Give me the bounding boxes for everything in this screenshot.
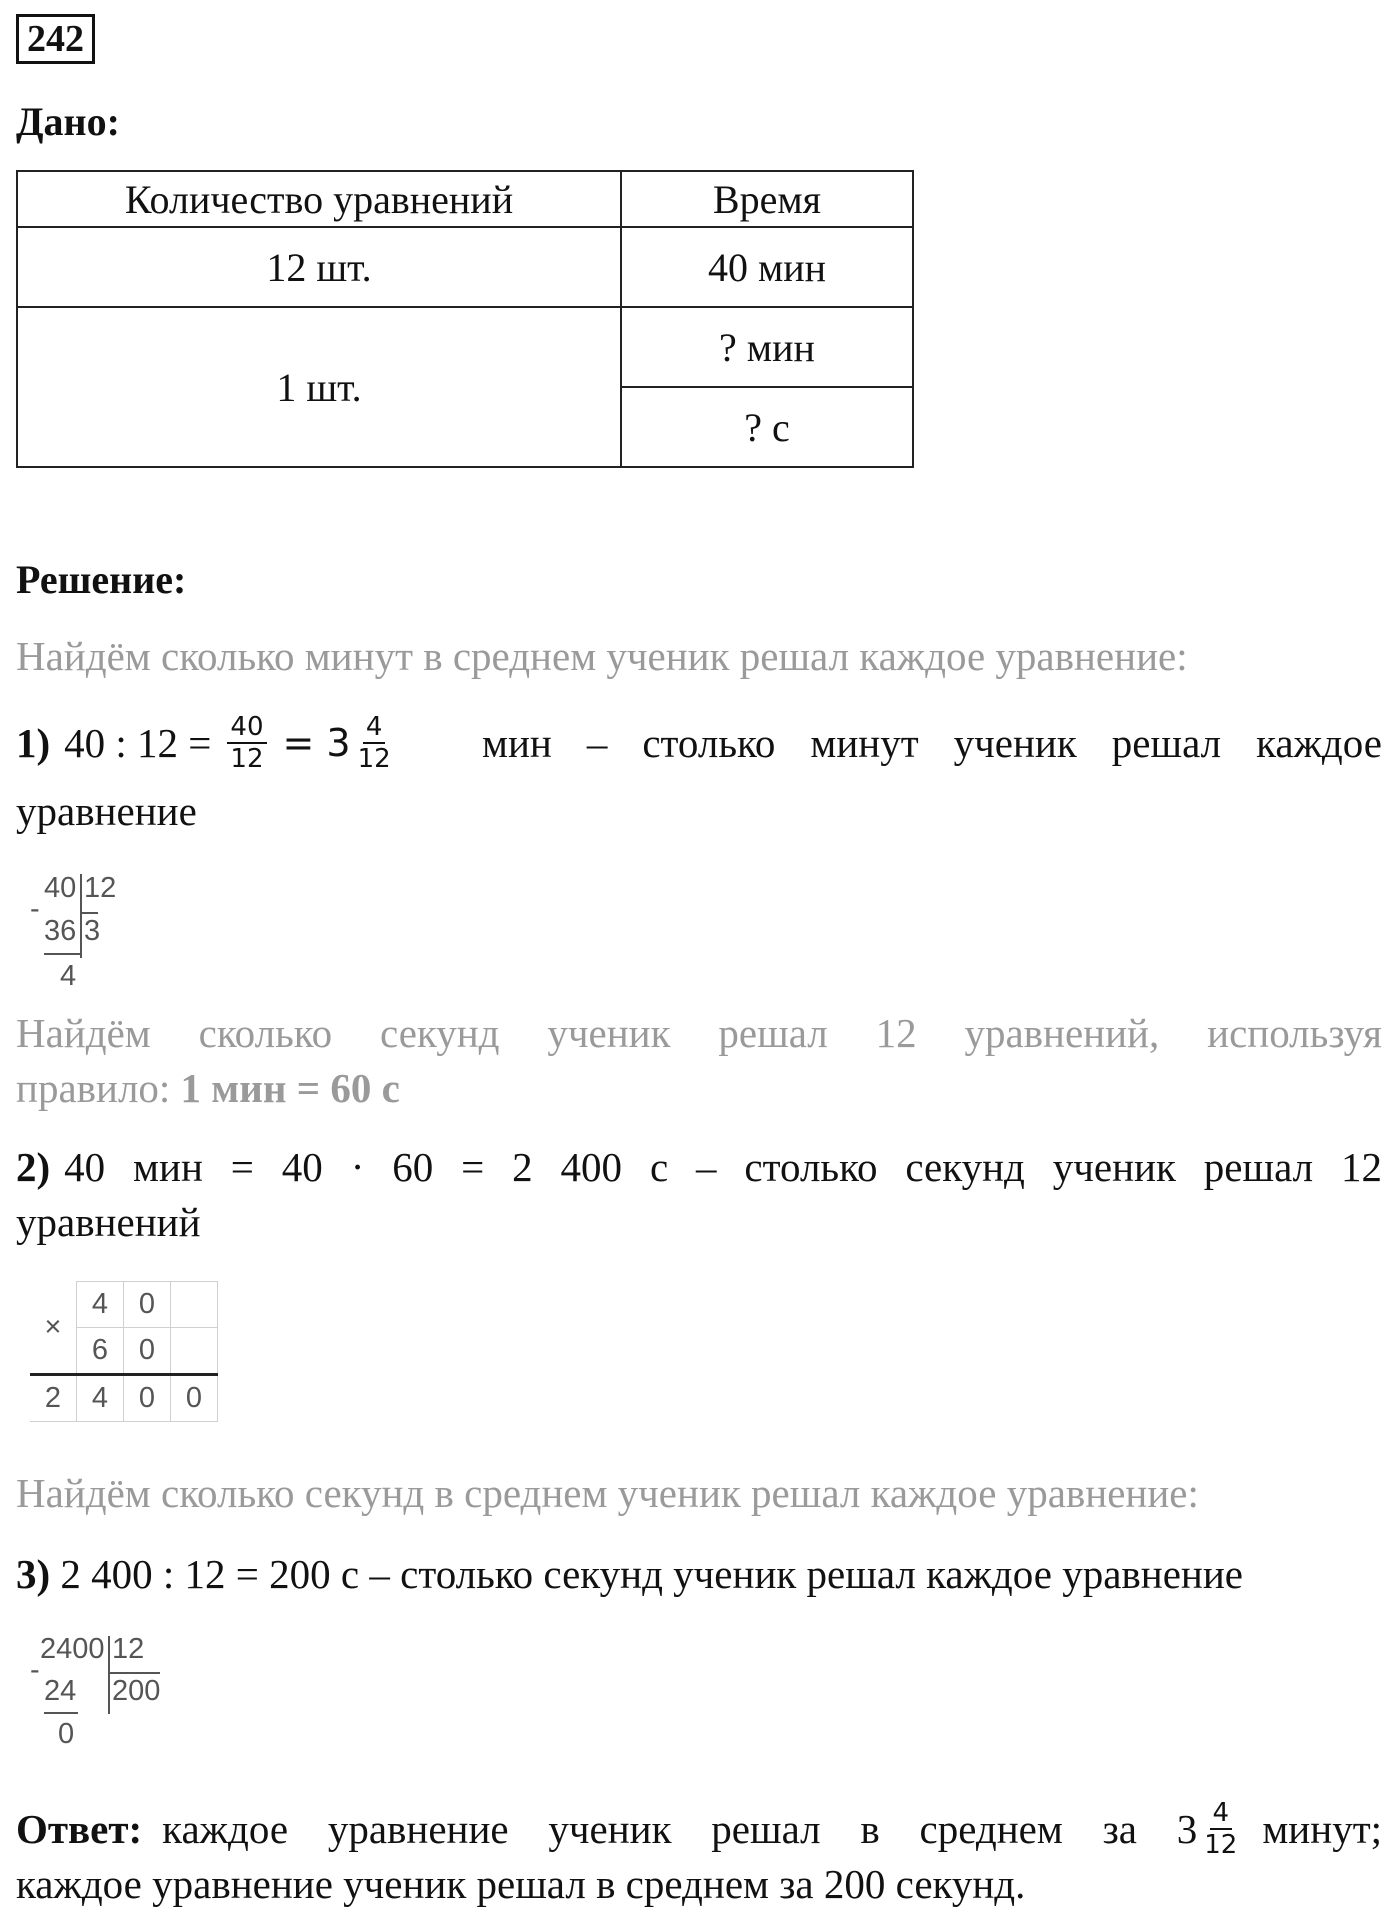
division-dividend: 2400 xyxy=(40,1633,105,1665)
division-quotient: 3 xyxy=(84,915,101,947)
division-bar xyxy=(108,1636,110,1714)
grid-cell: 0 xyxy=(124,1328,171,1375)
multiply-sign: × xyxy=(30,1282,77,1375)
step-3-text: 2 400 : 12 = 200 с – столько секунд ученик решал каждое уравнение xyxy=(60,1551,1243,1597)
step-1 xyxy=(16,712,1382,774)
grid-cell: 4 xyxy=(77,1282,124,1328)
intro-text-1: Найдём сколько минут в среднем ученик решал каждое уравнение: xyxy=(16,633,1188,679)
grid-cell: 6 xyxy=(77,1328,124,1375)
grid-cell: 0 xyxy=(124,1282,171,1328)
answer-label: Ответ: xyxy=(16,1806,143,1852)
intro-rule: 1 мин = 60 с xyxy=(180,1065,400,1111)
fraction-numerator: 40 xyxy=(227,712,266,744)
table-header-count: Количество уравнений xyxy=(17,171,621,227)
answer-fraction xyxy=(1201,1798,1240,1860)
given-table xyxy=(16,170,914,468)
fraction-denominator: 12 xyxy=(357,744,391,774)
division-underline xyxy=(108,1672,160,1674)
division-remainder: 4 xyxy=(60,960,77,992)
division-quotient: 200 xyxy=(112,1675,161,1707)
intro-text-2: Найдём сколько секунд ученик решал 12 уравнений, используя xyxy=(16,1010,1382,1056)
answer-text: каждое уравнение ученик решал в среднем за 3 xyxy=(162,1806,1198,1852)
step-3-number: 3) xyxy=(16,1551,51,1597)
step-1-text: мин – столько минут ученик решал каждое xyxy=(482,720,1382,766)
table-cell: ? с xyxy=(621,387,913,467)
grid-cell: 0 xyxy=(171,1375,218,1422)
table-cell: 12 шт. xyxy=(17,227,621,307)
answer-line-2: каждое уравнение ученик решал в среднем за 200 секунд. xyxy=(16,1861,1026,1907)
grid-cell: 2 xyxy=(30,1375,77,1422)
fraction-denominator: 12 xyxy=(1204,1830,1238,1860)
fraction-numerator: 4 xyxy=(363,712,386,744)
table-cell: 1 шт. xyxy=(17,307,621,467)
intro-rule-prefix: правило: xyxy=(16,1065,171,1111)
division-remainder: 0 xyxy=(58,1718,75,1750)
table-header-time: Время xyxy=(621,171,913,227)
solution-heading: Решение: xyxy=(16,557,187,602)
step-1-expression: 40 : 12 = xyxy=(64,720,212,766)
division-underline xyxy=(44,953,80,955)
grid-cell: 4 xyxy=(77,1375,124,1422)
task-number: 242 xyxy=(16,14,95,64)
step-2-number: 2) xyxy=(16,1144,51,1190)
fraction-40-12 xyxy=(227,712,266,774)
step-1-number: 1) xyxy=(16,720,51,766)
grid-cell xyxy=(171,1282,218,1328)
table-cell: 40 мин xyxy=(621,227,913,307)
division-subtrahend: 36 xyxy=(44,915,77,947)
division-subtrahend: 24 xyxy=(44,1675,77,1707)
fraction-numerator: 4 xyxy=(1210,1798,1233,1830)
fraction-denominator: 12 xyxy=(230,744,264,774)
grid-cell: 0 xyxy=(124,1375,171,1422)
division-underline xyxy=(80,912,98,914)
step-2-text: 40 мин = 40 · 60 = 2 400 с – столько секунд ученик решал 12 xyxy=(64,1144,1382,1190)
answer-text-end: минут; xyxy=(1262,1806,1382,1852)
step-1-text-cont: уравнение xyxy=(16,788,197,834)
division-dividend: 40 xyxy=(44,872,77,904)
intro-text-3: Найдём сколько секунд в среднем ученик решал каждое уравнение: xyxy=(16,1470,1199,1516)
answer-line-1 xyxy=(16,1798,1382,1860)
division-divisor: 12 xyxy=(112,1633,145,1665)
intro-text-2b xyxy=(16,1060,400,1116)
table-cell: ? мин xyxy=(621,307,913,387)
fraction-4-12 xyxy=(355,712,394,774)
division-minus: - xyxy=(30,1654,40,1686)
step-1-equals: = 3 xyxy=(282,721,351,765)
step-2-text-cont: уравнений xyxy=(16,1199,201,1245)
given-heading: Дано: xyxy=(16,99,120,144)
step-3 xyxy=(16,1546,1243,1602)
division-minus: - xyxy=(30,893,40,925)
step-2 xyxy=(16,1139,1382,1195)
grid-cell xyxy=(171,1328,218,1375)
division-bar xyxy=(80,874,82,958)
column-multiplication xyxy=(30,1281,218,1422)
division-underline xyxy=(44,1712,78,1714)
division-divisor: 12 xyxy=(84,872,117,904)
